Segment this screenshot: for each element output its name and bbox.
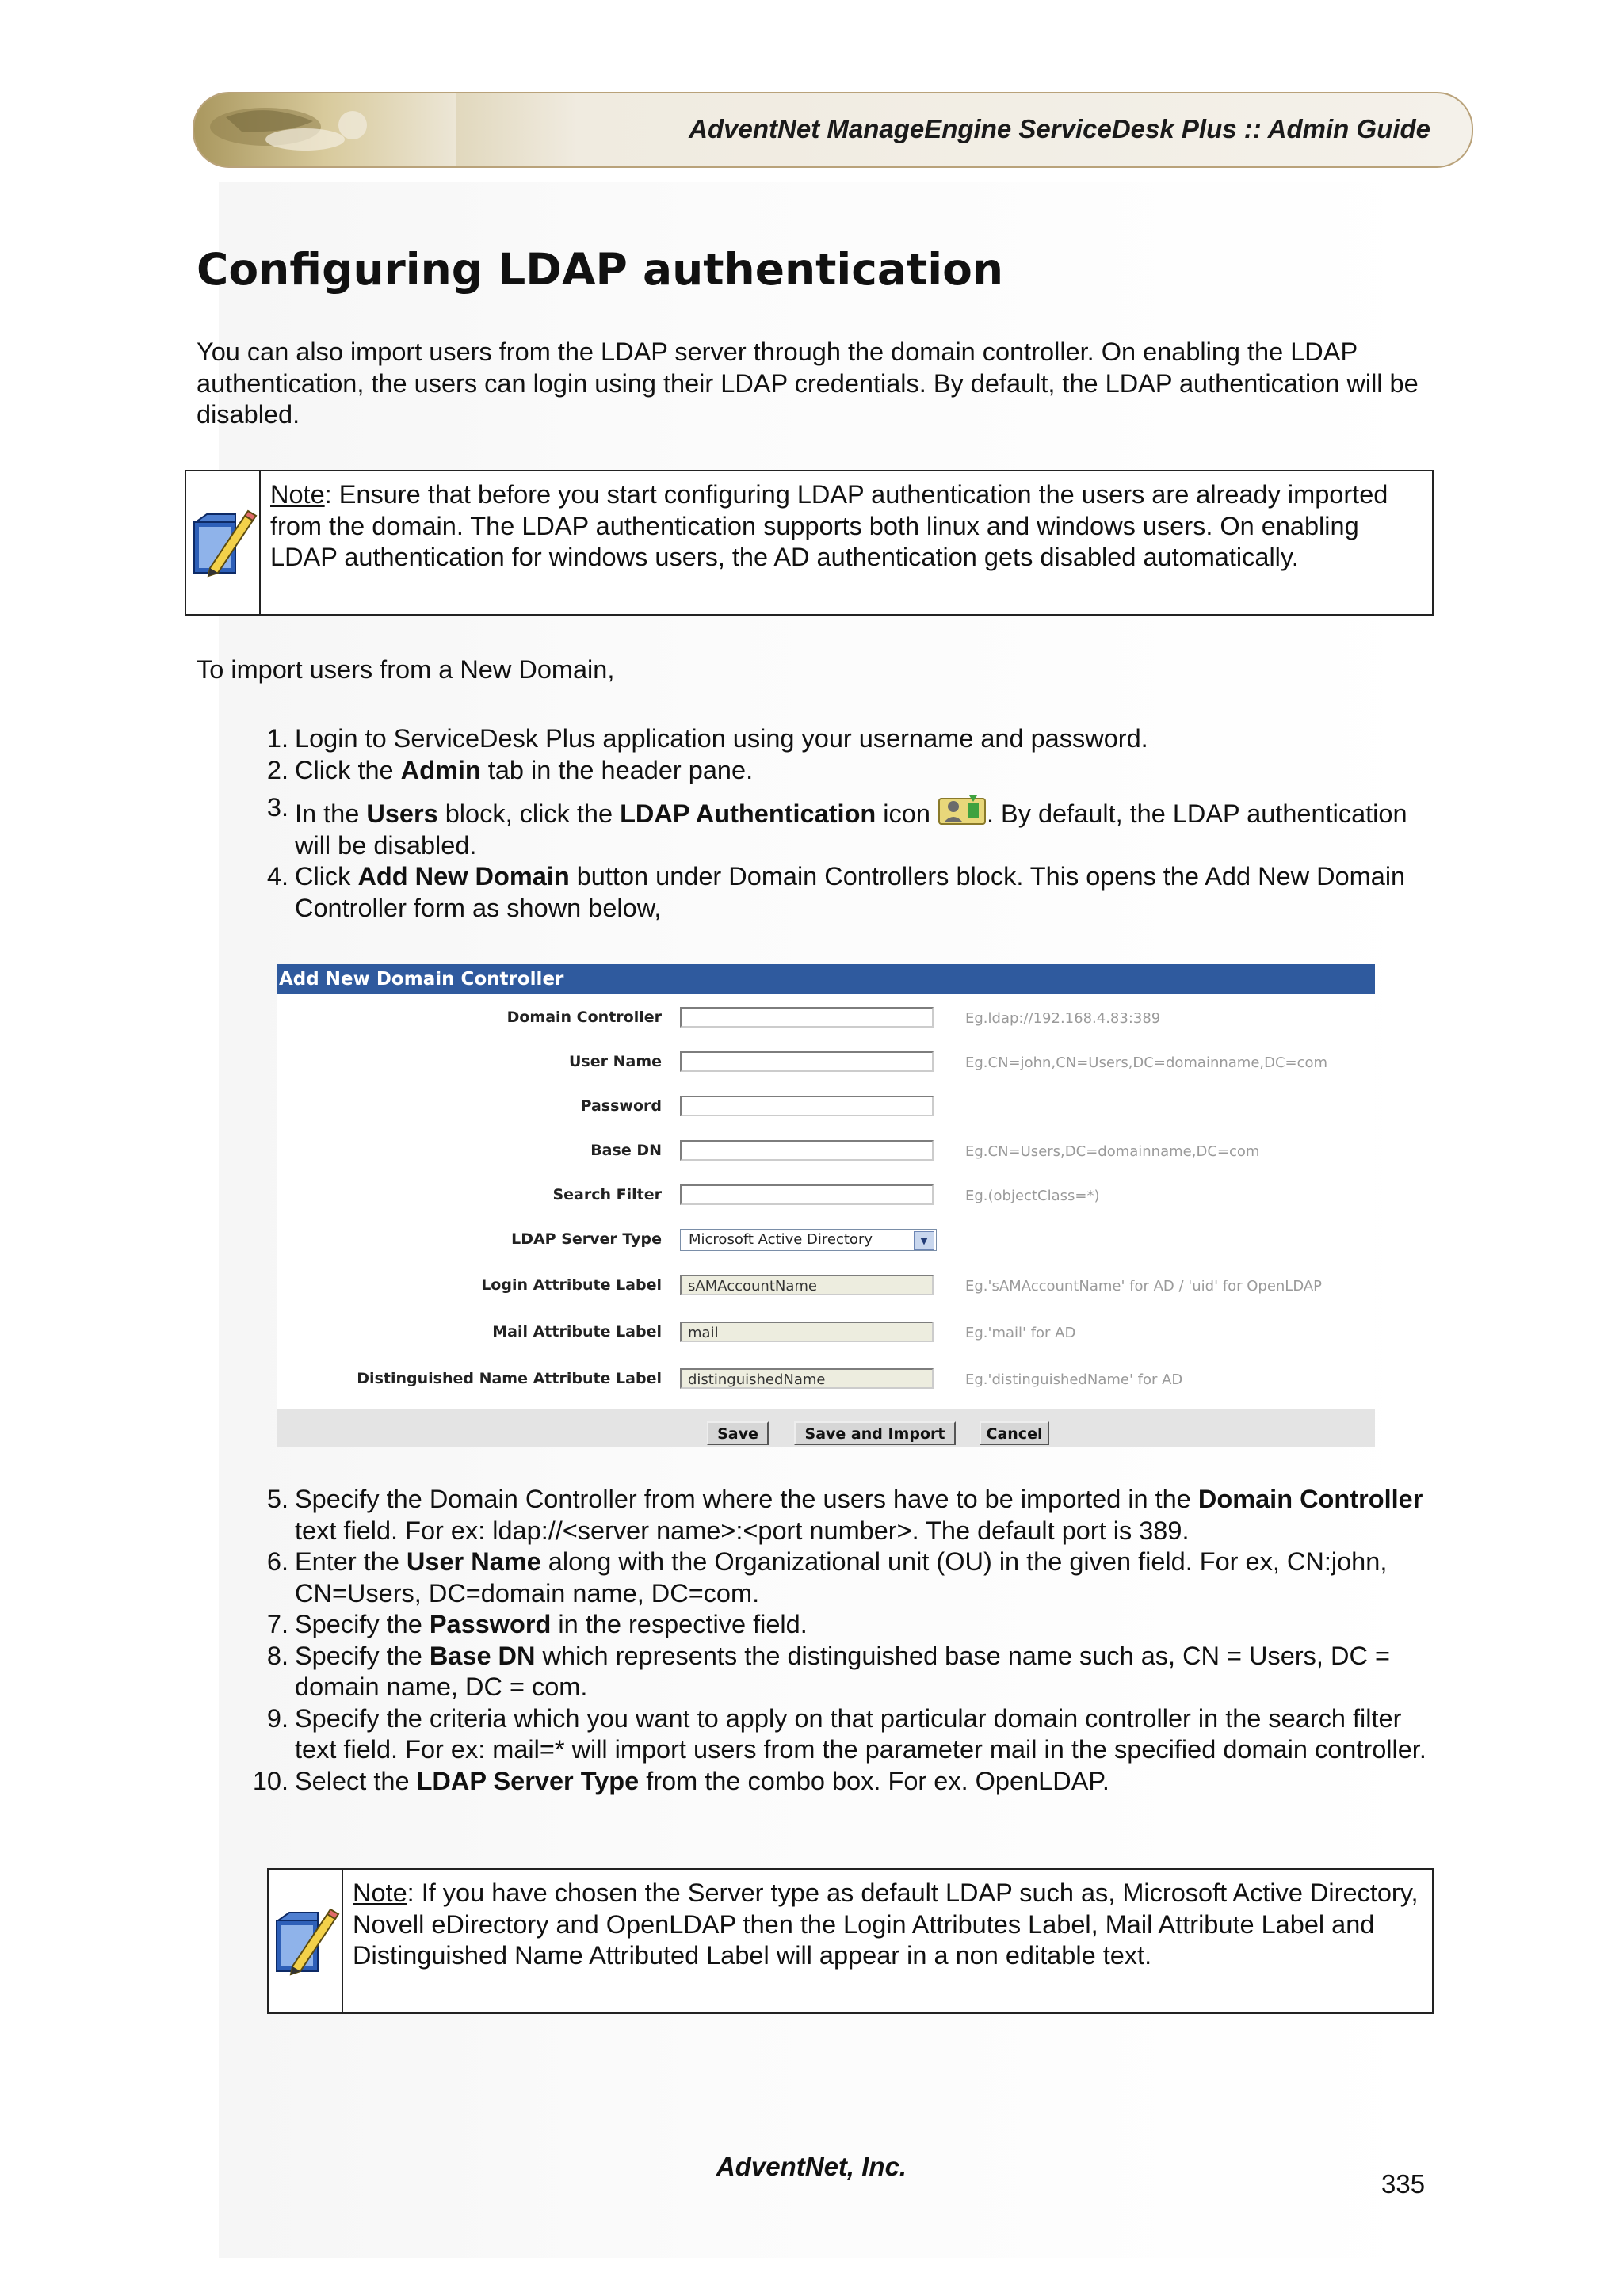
user-name-input[interactable]: [680, 1051, 934, 1072]
steps-list-first: [197, 723, 1433, 924]
dn-attribute-input[interactable]: distinguishedName: [680, 1368, 934, 1389]
field-label: Mail Attribute Label: [492, 1323, 662, 1341]
selected-value: Microsoft Active Directory: [689, 1231, 873, 1248]
save-and-import-button[interactable]: Save and Import: [794, 1421, 956, 1445]
note-text: [261, 471, 1432, 614]
list-item: 8. Specify the Base DN which represents the distinguished base name such as, CN = Users, DC = domain name, DC = com.: [266, 1641, 1390, 1701]
field-label: Distinguished Name Attribute Label: [357, 1370, 662, 1387]
field-hint: Eg.'sAMAccountName' for AD / 'uid' for OpenLDAP: [965, 1278, 1323, 1295]
form-row-search-filter: [277, 1180, 1375, 1211]
header-banner: [193, 92, 1473, 168]
domain-controller-input[interactable]: [680, 1007, 934, 1028]
field-hint: Eg.'distinguishedName' for AD: [965, 1371, 1183, 1388]
password-input[interactable]: [680, 1096, 934, 1116]
note-icon-cell: [269, 1870, 343, 2012]
list-item: 10. Select the LDAP Server Type from the combo box. For ex. OpenLDAP.: [252, 1766, 1109, 1795]
note-pencil-icon: [186, 505, 259, 581]
page-title: Configuring LDAP authentication: [197, 244, 1004, 295]
page-number: 335: [1381, 2169, 1426, 2199]
login-attribute-input[interactable]: sAMAccountName: [680, 1275, 934, 1295]
form-row-domain-controller: [277, 1002, 1375, 1034]
note-body: : If you have chosen the Server type as default LDAP such as, Microsoft Active Directory, Novell eDirectory and OpenLDAP then the Login Attributes Label, Mail Attribute Label and Distinguished Name Attributed Label will appear in a non editable text.: [353, 1878, 1419, 1970]
form-row-dn-attribute: [277, 1363, 1375, 1395]
list-item: 7. Specify the Password in the respective field.: [266, 1610, 808, 1638]
field-label: User Name: [568, 1053, 662, 1070]
field-hint: Eg.ldap://192.168.4.83:389: [965, 1010, 1161, 1027]
save-button[interactable]: Save: [707, 1421, 769, 1445]
field-label: LDAP Server Type: [511, 1230, 662, 1248]
base-dn-input[interactable]: [680, 1140, 934, 1161]
note-text: [343, 1870, 1432, 2012]
list-item: 1. Login to ServiceDesk Plus application using your username and password.: [266, 724, 1148, 753]
field-hint: Eg.CN=john,CN=Users,DC=domainname,DC=com: [965, 1055, 1328, 1071]
form-row-user-name: [277, 1047, 1375, 1078]
list-item: 3. In the Users block, click the LDAP Authentication icon . By default, the LDAP authentication will be disabled.: [266, 793, 1407, 860]
form-row-base-dn: [277, 1135, 1375, 1167]
form-button-bar: [277, 1409, 1375, 1447]
field-label: Base DN: [590, 1142, 662, 1159]
form-row-password: [277, 1091, 1375, 1123]
note-label: Note: [270, 480, 325, 509]
intro-paragraph: You can also import users from the LDAP server through the domain controller. On enabling the LDAP authentication, the users can login using their LDAP credentials. By default, the LDAP authentication will be disabled.: [197, 338, 1419, 429]
field-hint: Eg.(objectClass=*): [965, 1188, 1100, 1204]
ldap-authentication-icon: [938, 792, 987, 826]
form-title: Add New Domain Controller: [277, 964, 1375, 994]
search-filter-input[interactable]: [680, 1184, 934, 1205]
note-icon-cell: [186, 471, 261, 614]
note-box: [185, 470, 1434, 616]
field-label: Password: [580, 1097, 662, 1115]
add-domain-controller-form: [277, 964, 1375, 1447]
note-label: Note: [353, 1878, 407, 1907]
cancel-button[interactable]: Cancel: [980, 1421, 1049, 1445]
list-item: 4. Click Add New Domain button under Domain Controllers block. This opens the Add New Domain Controller form as shown below,: [266, 862, 1406, 922]
import-intro: To import users from a New Domain,: [197, 655, 615, 684]
list-item: 6. Enter the User Name along with the Organizational unit (OU) in the given field. For ex, CN:john, CN=Users, DC=domain name, DC=com.: [266, 1547, 1388, 1608]
note-box: [267, 1868, 1434, 2014]
field-label: Domain Controller: [506, 1009, 662, 1026]
field-hint: Eg.'mail' for AD: [965, 1325, 1076, 1341]
form-row-login-attribute: [277, 1270, 1375, 1302]
list-item: 9. Specify the criteria which you want to apply on that particular domain controller in the search filter text field. For ex: mail=* will import users from the parameter mail in the specified domain controller.: [266, 1703, 1426, 1764]
steps-list-second: [197, 1484, 1433, 1797]
list-item: 5. Specify the Domain Controller from where the users have to be imported in the Domain Controller text field. For ex: ldap://<server name>:<port number>. The default port is 389.: [266, 1485, 1423, 1545]
note-pencil-icon: [269, 1903, 342, 1979]
ldap-server-type-select[interactable]: [680, 1229, 937, 1251]
banner-decoration-image: [194, 93, 456, 166]
field-hint: Eg.CN=Users,DC=domainname,DC=com: [965, 1143, 1260, 1160]
mail-attribute-input[interactable]: mail: [680, 1322, 934, 1342]
form-row-ldap-server-type: [277, 1224, 1375, 1256]
form-row-mail-attribute: [277, 1317, 1375, 1348]
header-title: AdventNet ManageEngine ServiceDesk Plus :: Admin Guide: [689, 114, 1430, 143]
field-label: Search Filter: [552, 1186, 662, 1203]
note-body: : Ensure that before you start configuring LDAP authentication the users are already imported from the domain. The LDAP authentication supports both linux and windows users. On enabling LDAP authentication for windows users, the AD authentication gets disabled automatically.: [270, 480, 1388, 571]
footer-company: AdventNet, Inc.: [716, 2152, 907, 2181]
field-label: Login Attribute Label: [481, 1276, 662, 1294]
list-item: 2. Click the Admin tab in the header pane.: [266, 755, 754, 784]
chevron-down-icon[interactable]: ▼: [914, 1231, 934, 1250]
